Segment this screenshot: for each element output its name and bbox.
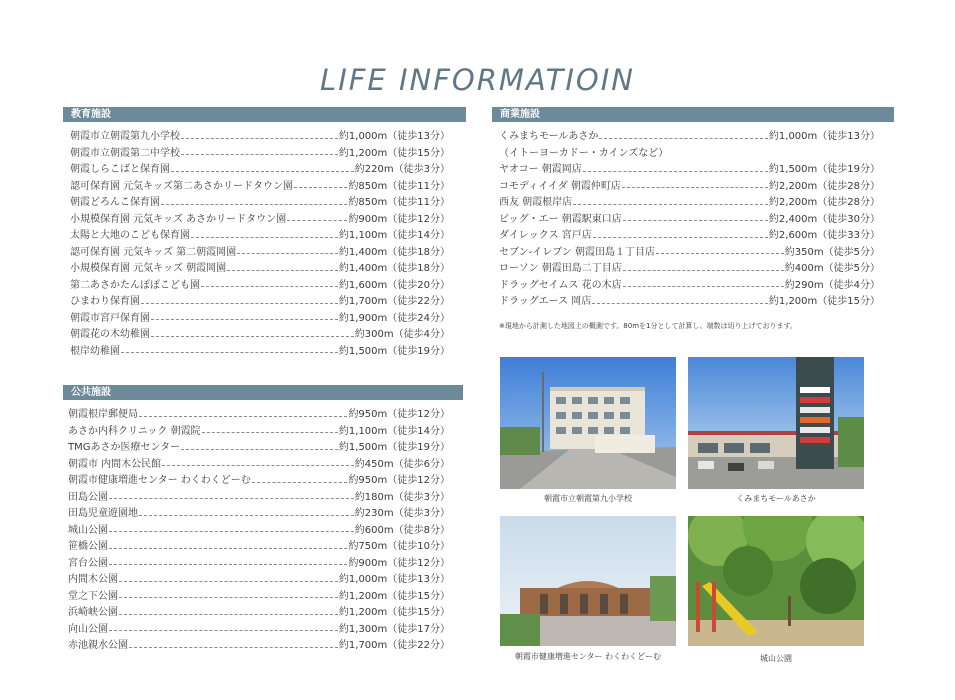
facility-distance: 約400m（徒歩5分） [784,263,880,275]
facility-distance: 約1,200m（徒歩15分） [338,147,450,159]
leader-dots [109,630,338,631]
distance-note: ※現地から計測した地図上の概測です。80mを1分として計算し、端数は切り上げております。 [499,322,797,330]
facility-distance: 約1,700m（徒歩22分） [338,640,450,652]
facility-distance: 約2,400m（徒歩30分） [768,213,880,225]
leader-dots [162,465,354,466]
leader-dots [181,138,338,139]
list-item [70,146,450,163]
facility-name: 向山公園 [68,623,108,635]
facility-name: 宮台公園 [68,557,108,569]
facility-name: 認可保育園 元気キッズ第二あさかリードタウン園 [70,180,293,192]
facility-distance: 約1,400m（徒歩18分） [338,246,450,258]
facility-distance: 約950m（徒歩12分） [348,475,450,487]
list-item [499,278,880,295]
facility-name: 笹橋公園 [68,541,108,553]
leader-dots [109,548,347,549]
facility-distance: 約1,000m（徒歩13分） [338,131,450,143]
list-item [499,294,880,311]
list-item [68,556,450,573]
leader-dots [623,286,784,287]
facility-distance: 約1,000m（徒歩13分） [768,131,880,143]
facility-name: 田島児童遊園地 [68,508,138,520]
school-photo [500,357,676,489]
facility-distance: 約1,600m（徒歩20分） [338,279,450,291]
list-item [68,523,450,540]
commercial-facilities-list [499,129,880,311]
leader-dots [623,270,784,271]
leader-dots [287,220,347,221]
park-photo [688,516,864,646]
facility-name: 朝霞根岸郵便局 [68,409,138,421]
facility-name: 小規模保育園 元気キッズ 朝霞岡園 [70,263,227,275]
facility-name: ドラッグエース 岡店 [499,296,592,308]
health-center-photo-caption: 朝霞市健康増進センター わくわくどーむ [514,652,662,661]
list-item [70,212,450,229]
leader-dots [109,531,354,532]
mall-photo [688,357,864,489]
list-item [68,622,450,639]
facility-distance: 約2,600m（徒歩33分） [768,230,880,242]
list-item [499,179,880,196]
list-item [70,344,450,361]
leader-dots [583,171,768,172]
list-item [499,261,880,278]
facility-name: ドラッグセイムス 花の木店 [499,279,622,291]
leader-dots [656,253,784,254]
list-item [70,278,450,295]
facility-name: 城山公園 [68,524,108,536]
leader-dots [141,303,338,304]
leader-dots [119,614,338,615]
leader-dots [139,515,354,516]
leader-dots [181,154,338,155]
facility-name: 朝霞市立朝霞第九小学校 [70,131,180,143]
leader-dots [181,449,338,450]
leader-dots [599,138,768,139]
facility-distance: 約2,200m（徒歩28分） [768,197,880,209]
leader-dots [151,319,338,320]
facility-distance: 約180m（徒歩3分） [354,491,450,503]
leader-dots [227,270,338,271]
facility-distance: 約950m（徒歩12分） [348,409,450,421]
facility-name: ひまわり保育園 [70,296,140,308]
facility-name: 堂之下公園 [68,590,118,602]
list-item [499,245,880,262]
leader-dots [623,220,768,221]
facility-distance: 約600m（徒歩8分） [354,524,450,536]
leader-dots [202,432,338,433]
leader-dots [622,187,768,188]
leader-dots [151,336,354,337]
list-item [68,572,450,589]
list-item [499,195,880,212]
facility-name: 朝霞市 内間木公民館 [68,458,162,470]
facility-name: 第二あさかたんぽぽこども園 [70,279,200,291]
facility-name: 太陽と大地のこども保育園 [70,230,190,242]
list-item [68,424,450,441]
list-item [68,473,450,490]
facility-name: 認可保育園 元気キッズ 第二朝霞岡園 [70,246,237,258]
leader-dots [109,498,354,499]
list-item [70,245,450,262]
school-photo-caption: 朝霞市立朝霞第九小学校 [544,494,632,503]
list-item [68,490,450,507]
leader-dots [121,352,338,353]
facility-name: 朝霞しらこばと保育園 [70,164,170,176]
list-item [70,179,450,196]
public-section-header: 公共施設 [63,385,463,400]
facility-name: ビッグ・エー 朝霞駅東口店 [499,213,622,225]
facility-name: 朝霞どろんこ保育園 [70,197,160,209]
leader-dots [573,204,768,205]
facility-name: 朝霞市健康増進センター わくわくどーむ [68,475,251,487]
leader-dots [237,253,338,254]
list-item [68,589,450,606]
facility-name: ヤオコー 朝霞岡店 [499,164,582,176]
facility-distance: 約300m（徒歩4分） [354,329,450,341]
facility-subtext: （イトーヨーカドー・カインズなど） [499,147,669,159]
mall-photo-caption: くみまちモールあさか [736,494,816,503]
facility-name: TMGあさか医療センター [68,442,181,454]
list-item [68,440,450,457]
facility-distance: 約900m（徒歩12分） [348,557,450,569]
facility-name: 西友 朝霞根岸店 [499,197,573,209]
list-item [68,605,450,622]
facility-distance: 約1,700m（徒歩22分） [338,296,450,308]
leader-dots [109,564,347,565]
facility-name: 田島公園 [68,491,108,503]
facility-distance: 約1,900m（徒歩24分） [338,312,450,324]
leader-dots [252,482,348,483]
facility-distance: 約290m（徒歩4分） [784,279,880,291]
list-item [499,228,880,245]
list-item [68,638,450,655]
facility-distance: 約1,200m（徒歩15分） [338,590,450,602]
list-item [70,261,450,278]
facility-name: 朝霞花の木幼稚園 [70,329,150,341]
facility-distance: 約1,100m（徒歩14分） [338,230,450,242]
commercial-section-header: 商業施設 [492,107,894,122]
list-item [70,195,450,212]
facility-name: セブン-イレブン 朝霞田島１丁目店 [499,246,655,258]
facility-name: 赤池親水公園 [68,640,128,652]
list-item [499,212,880,229]
facility-name: 浜崎峡公園 [68,607,118,619]
list-item [70,327,450,344]
park-photo-caption: 城山公園 [760,654,792,663]
facility-distance: 約1,200m（徒歩15分） [768,296,880,308]
list-item [68,539,450,556]
list-item [70,228,450,245]
education-section-header: 教育施設 [63,107,466,122]
facility-name: ローソン 朝霞田島二丁目店 [499,263,622,275]
facility-name: ダイレックス 宮戸店 [499,230,592,242]
list-item [70,311,450,328]
facility-distance: 約1,500m（徒歩19分） [338,345,450,357]
facility-distance: 約1,500m（徒歩19分） [768,164,880,176]
facility-distance: 約1,500m（徒歩19分） [338,442,450,454]
leader-dots [201,286,338,287]
facility-name: コモディイイダ 朝霞仲町店 [499,180,621,192]
facility-distance: 約850m（徒歩11分） [348,180,450,192]
leader-dots [129,647,338,648]
facility-distance: 約750m（徒歩10分） [348,541,450,553]
page-title: LIFE INFORMATIOIN [320,63,635,98]
leader-dots [161,204,347,205]
list-item [68,407,450,424]
facility-name: 小規模保育園 元気キッズ あさかリードタウン園 [70,213,287,225]
leader-dots [119,581,338,582]
leader-dots [171,171,354,172]
facility-distance: 約1,100m（徒歩14分） [338,425,450,437]
leader-dots [593,237,768,238]
facility-name: 根岸幼稚園 [70,345,120,357]
leader-dots [191,237,338,238]
list-item [70,129,450,146]
facility-name: 内間木公園 [68,574,118,586]
facility-distance: 約850m（徒歩11分） [348,197,450,209]
list-item [68,506,450,523]
education-list [70,129,450,360]
facility-distance: 約1,400m（徒歩18分） [338,263,450,275]
facility-distance: 約1,000m（徒歩13分） [338,574,450,586]
facility-name: 朝霞市立朝霞第二中学校 [70,147,180,159]
leader-dots [294,187,347,188]
list-item [499,162,880,179]
health-center-photo [500,516,676,646]
facility-distance: 約220m（徒歩3分） [354,164,450,176]
facility-distance: 約900m（徒歩12分） [348,213,450,225]
facility-distance: 約350m（徒歩5分） [784,246,880,258]
list-item [499,129,880,146]
facility-distance: 約450m（徒歩6分） [354,458,450,470]
list-item [68,457,450,474]
leader-dots [139,416,347,417]
facility-name: くみまちモールあさか [499,131,599,143]
facility-distance: 約1,300m（徒歩17分） [338,623,450,635]
leader-dots [592,303,768,304]
facility-name: 朝霞市宮戸保育園 [70,312,150,324]
list-item [70,294,450,311]
list-item-subtext [499,146,880,163]
facility-distance: 約2,200m（徒歩28分） [768,180,880,192]
facility-distance: 約1,200m（徒歩15分） [338,607,450,619]
facility-distance: 約230m（徒歩3分） [354,508,450,520]
facility-name: あさか内科クリニック 朝霞院 [68,425,201,437]
public-facilities-list [68,407,450,655]
leader-dots [119,597,338,598]
list-item [70,162,450,179]
